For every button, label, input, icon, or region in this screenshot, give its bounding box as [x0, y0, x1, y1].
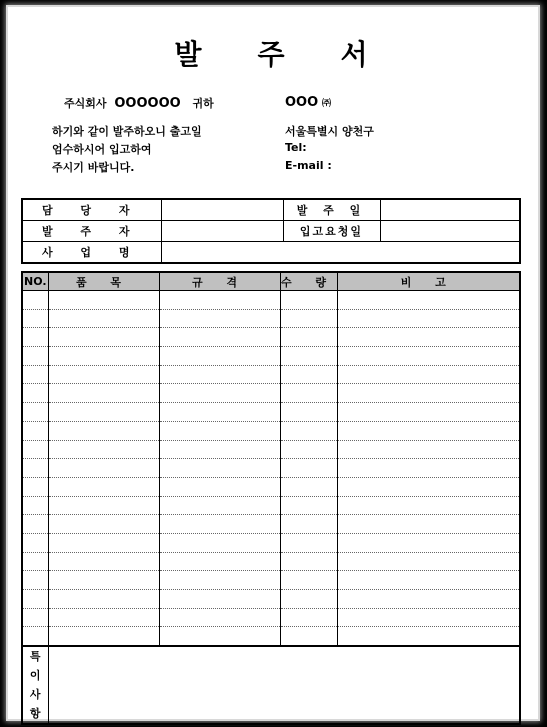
- notes-label-char: 특: [29, 650, 41, 664]
- cell-spec[interactable]: [159, 533, 280, 552]
- cell-no[interactable]: [22, 477, 48, 496]
- orderer-value[interactable]: [161, 221, 283, 242]
- cell-remarks[interactable]: [337, 291, 520, 310]
- cell-no[interactable]: [22, 421, 48, 440]
- cell-qty[interactable]: [280, 291, 337, 310]
- cell-qty[interactable]: [280, 515, 337, 534]
- business-label: 사 업 명: [22, 242, 161, 264]
- cell-item[interactable]: [48, 328, 159, 347]
- cell-item[interactable]: [48, 347, 159, 366]
- message-line-1: 하기와 같이 발주하오니 출고일: [52, 125, 202, 138]
- cell-item[interactable]: [48, 515, 159, 534]
- table-row: [22, 309, 520, 328]
- notes-label: [22, 646, 48, 724]
- cell-no[interactable]: [22, 403, 48, 422]
- cell-remarks[interactable]: [337, 477, 520, 496]
- cell-qty[interactable]: [280, 403, 337, 422]
- cell-spec[interactable]: [159, 571, 280, 590]
- cell-remarks[interactable]: [337, 571, 520, 590]
- cell-no[interactable]: [22, 590, 48, 609]
- cell-no[interactable]: [22, 627, 48, 646]
- table-row: [22, 328, 520, 347]
- cell-item[interactable]: [48, 459, 159, 478]
- cell-item[interactable]: [48, 309, 159, 328]
- company-prefix: 주식회사: [64, 97, 107, 110]
- items-table: [21, 271, 521, 725]
- manager-value[interactable]: [161, 199, 283, 221]
- cell-no[interactable]: [22, 347, 48, 366]
- col-header-remarks: 비 고: [337, 272, 520, 291]
- title-char: 서: [340, 38, 372, 71]
- cell-no[interactable]: [22, 384, 48, 403]
- cell-remarks[interactable]: [337, 440, 520, 459]
- cell-qty[interactable]: [280, 571, 337, 590]
- cell-no[interactable]: [22, 365, 48, 384]
- cell-no[interactable]: [22, 291, 48, 310]
- delivery-date-value[interactable]: [380, 221, 520, 242]
- cell-remarks[interactable]: [337, 309, 520, 328]
- cell-spec[interactable]: [159, 291, 280, 310]
- cell-spec[interactable]: [159, 384, 280, 403]
- cell-no[interactable]: [22, 533, 48, 552]
- cell-no[interactable]: [22, 459, 48, 478]
- cell-spec[interactable]: [159, 515, 280, 534]
- cell-spec[interactable]: [159, 421, 280, 440]
- recipient-line: [64, 95, 214, 111]
- cell-qty[interactable]: [280, 347, 337, 366]
- message-line-2: 엄수하시어 입고하여: [52, 143, 152, 156]
- cell-no[interactable]: [22, 608, 48, 627]
- cell-remarks[interactable]: [337, 627, 520, 646]
- cell-remarks[interactable]: [337, 496, 520, 515]
- cell-remarks[interactable]: [337, 328, 520, 347]
- cell-remarks[interactable]: [337, 533, 520, 552]
- cell-qty[interactable]: [280, 459, 337, 478]
- cell-item[interactable]: [48, 440, 159, 459]
- cell-item[interactable]: [48, 571, 159, 590]
- table-row: [22, 552, 520, 571]
- items-header-row: [22, 272, 520, 291]
- cell-qty[interactable]: [280, 533, 337, 552]
- orderer-label: 발 주 자: [22, 221, 161, 242]
- cell-spec[interactable]: [159, 496, 280, 515]
- cell-remarks[interactable]: [337, 608, 520, 627]
- cell-no[interactable]: [22, 515, 48, 534]
- message-line-3: 주시기 바랍니다.: [52, 161, 135, 174]
- cell-item[interactable]: [48, 421, 159, 440]
- table-row: [22, 403, 520, 422]
- table-row: [22, 496, 520, 515]
- cell-no[interactable]: [22, 440, 48, 459]
- cell-qty[interactable]: [280, 477, 337, 496]
- cell-item[interactable]: [48, 291, 159, 310]
- table-row: [22, 515, 520, 534]
- notes-label-char: 항: [29, 707, 41, 721]
- cell-qty[interactable]: [280, 590, 337, 609]
- cell-spec[interactable]: [159, 590, 280, 609]
- cell-spec[interactable]: [159, 477, 280, 496]
- cell-item[interactable]: [48, 627, 159, 646]
- cell-qty[interactable]: [280, 496, 337, 515]
- cell-spec[interactable]: [159, 347, 280, 366]
- col-header-qty: 수 량: [280, 272, 337, 291]
- table-row: [22, 627, 520, 646]
- cell-remarks[interactable]: [337, 365, 520, 384]
- table-row: [22, 533, 520, 552]
- order-date-value[interactable]: [380, 199, 520, 221]
- cell-spec[interactable]: [159, 440, 280, 459]
- title-char: 주: [257, 38, 289, 71]
- cell-no[interactable]: [22, 552, 48, 571]
- col-header-no: NO.: [22, 272, 48, 291]
- cell-remarks[interactable]: [337, 515, 520, 534]
- cell-no[interactable]: [22, 309, 48, 328]
- notes-label-char: 이: [29, 669, 41, 683]
- table-row: [22, 291, 520, 310]
- notes-value[interactable]: [48, 646, 520, 724]
- table-row: [22, 347, 520, 366]
- cell-remarks[interactable]: [337, 403, 520, 422]
- company-suffix: 귀하: [192, 97, 214, 110]
- cell-item[interactable]: [48, 384, 159, 403]
- cell-no[interactable]: [22, 496, 48, 515]
- cell-spec[interactable]: [159, 627, 280, 646]
- order-date-label: 발 주 일: [283, 199, 380, 221]
- cell-qty[interactable]: [280, 365, 337, 384]
- cell-item[interactable]: [48, 590, 159, 609]
- cell-item[interactable]: [48, 496, 159, 515]
- col-header-spec: 규 격: [159, 272, 280, 291]
- sender-line: [285, 95, 331, 110]
- table-row: [22, 459, 520, 478]
- cell-no[interactable]: [22, 328, 48, 347]
- table-row: [22, 571, 520, 590]
- cell-item[interactable]: [48, 533, 159, 552]
- order-info-table: [21, 198, 521, 264]
- cell-item[interactable]: [48, 477, 159, 496]
- col-header-item: 품 목: [48, 272, 159, 291]
- cell-remarks[interactable]: [337, 421, 520, 440]
- cell-qty[interactable]: [280, 421, 337, 440]
- cell-qty[interactable]: [280, 608, 337, 627]
- cell-qty[interactable]: [280, 328, 337, 347]
- cell-remarks[interactable]: [337, 552, 520, 571]
- table-row: [22, 440, 520, 459]
- cell-spec[interactable]: [159, 365, 280, 384]
- cell-qty[interactable]: [280, 627, 337, 646]
- table-row: [22, 590, 520, 609]
- cell-qty[interactable]: [280, 384, 337, 403]
- cell-item[interactable]: [48, 552, 159, 571]
- cell-item[interactable]: [48, 403, 159, 422]
- cell-spec[interactable]: [159, 309, 280, 328]
- cell-no[interactable]: [22, 571, 48, 590]
- notes-label-char: 사: [29, 688, 41, 702]
- cell-remarks[interactable]: [337, 590, 520, 609]
- cell-remarks[interactable]: [337, 347, 520, 366]
- cell-remarks[interactable]: [337, 384, 520, 403]
- cell-qty[interactable]: [280, 309, 337, 328]
- sender-name: OOO: [285, 95, 319, 110]
- cell-item[interactable]: [48, 608, 159, 627]
- cell-qty[interactable]: [280, 552, 337, 571]
- cell-item[interactable]: [48, 365, 159, 384]
- sender-address: 서울특별시 양천구: [285, 125, 374, 138]
- table-row: [22, 477, 520, 496]
- company-name: OOOOOO: [114, 96, 181, 111]
- table-row: [22, 384, 520, 403]
- cell-spec[interactable]: [159, 403, 280, 422]
- cell-remarks[interactable]: [337, 459, 520, 478]
- order-form-page: [8, 7, 538, 719]
- table-row: [22, 421, 520, 440]
- sender-tel-label: Tel:: [285, 141, 307, 154]
- title-char: 발: [174, 38, 206, 71]
- delivery-date-label: 입고요청일: [283, 221, 380, 242]
- notes-row: [22, 646, 520, 724]
- manager-label: 담 당 자: [22, 199, 161, 221]
- document-title: [8, 33, 538, 73]
- table-row: [22, 608, 520, 627]
- cell-qty[interactable]: [280, 440, 337, 459]
- sender-email-label: E-mail :: [285, 159, 332, 172]
- sender-seal: ㈜: [322, 99, 332, 109]
- business-value[interactable]: [161, 242, 520, 264]
- cell-spec[interactable]: [159, 552, 280, 571]
- cell-spec[interactable]: [159, 459, 280, 478]
- cell-spec[interactable]: [159, 328, 280, 347]
- table-row: [22, 365, 520, 384]
- cell-spec[interactable]: [159, 608, 280, 627]
